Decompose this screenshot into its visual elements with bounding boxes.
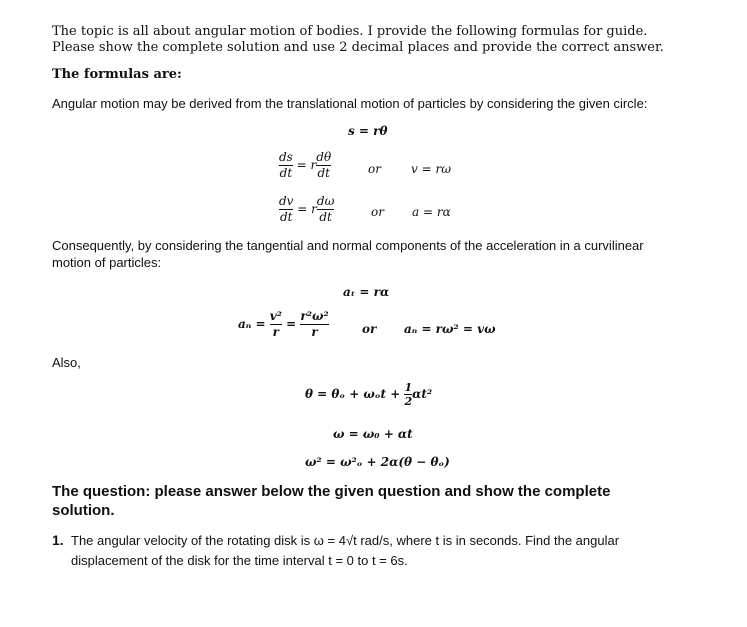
theta-lhs: θ = θₒ + ωₒt +: [305, 387, 401, 401]
eq-a-r-alpha: a = rα: [412, 205, 451, 219]
or-1: or: [368, 162, 381, 176]
eq-tangential-acceleration: aₜ = rα: [343, 285, 390, 299]
formulas-heading: The formulas are:: [52, 67, 182, 82]
eq-s-r-theta: s = rθ: [348, 124, 388, 138]
dt-denominator-4: dt: [317, 209, 334, 225]
theta-rhs: αt²: [412, 387, 433, 401]
question-text-line-1: The angular velocity of the rotating disk is ω = 4√t rad/s, where t is in seconds. Find the angular: [71, 533, 620, 548]
dv-numerator: dv: [279, 194, 294, 208]
eq-an-rhs: aₙ = rω² = vω: [404, 322, 496, 336]
eq-theta: [305, 381, 432, 408]
an-lhs: aₙ =: [238, 317, 266, 331]
or-2: or: [371, 205, 384, 219]
eq-omega: ω = ω₀ + αt: [333, 427, 413, 441]
question-text-line-2: displacement of the disk for the time interval t = 0 to t = 6s.: [71, 553, 408, 568]
question-heading-line-1: The question: please answer below the given question and show the complete: [52, 483, 611, 500]
dt-denominator-2: dt: [317, 166, 330, 180]
v2-numerator: v²: [269, 309, 282, 323]
dt-denominator: dt: [279, 166, 293, 180]
ds-numerator: ds: [279, 150, 293, 164]
eq-normal-acceleration: [238, 309, 329, 340]
r-denominator-2: r: [300, 324, 328, 340]
consequently-line-2: motion of particles:: [52, 255, 162, 270]
equals-sign: =: [286, 317, 297, 331]
equals-r: = r: [296, 158, 317, 172]
question-number: 1.: [52, 532, 64, 548]
frac-r2w2-r: [300, 309, 328, 340]
domega-numerator: dω: [316, 194, 335, 208]
r2w2-numerator: r²ω²: [300, 309, 329, 323]
derivation-text: Angular motion may be derived from the translational motion of particles by considering the given circle:: [52, 96, 648, 111]
frac-dv-dt: [279, 194, 293, 225]
also-label: Also,: [52, 355, 81, 370]
intro-line-2: Please show the complete solution and use 2 decimal places and provide the correct answer.: [52, 40, 664, 55]
eq-v-r-omega: v = rω: [411, 162, 451, 176]
eq-acceleration-derivative: [279, 194, 334, 225]
question-heading-line-2: solution.: [52, 502, 115, 519]
half-numerator: 1: [404, 381, 413, 394]
frac-dtheta-dt: [316, 150, 331, 181]
frac-ds-dt: [279, 150, 293, 181]
intro-line-1: The topic is all about angular motion of bodies. I provide the following formulas for guide.: [52, 24, 648, 39]
frac-one-half: [404, 381, 412, 408]
frac-v2-r: [270, 309, 282, 340]
r-denominator: r: [270, 324, 282, 340]
dt-denominator-3: dt: [279, 210, 293, 224]
dtheta-numerator: dθ: [316, 150, 332, 164]
frac-domega-dt: [317, 194, 334, 225]
or-3: or: [362, 322, 377, 336]
consequently-line-1: Consequently, by considering the tangential and normal components of the acceleration in a curvilinear: [52, 238, 644, 253]
eq-omega-squared: ω² = ω²ₒ + 2α(θ − θₒ): [305, 455, 450, 469]
equals-r-2: = r: [297, 202, 317, 216]
half-denominator: 2: [404, 395, 413, 408]
eq-velocity-derivative: [279, 150, 331, 181]
